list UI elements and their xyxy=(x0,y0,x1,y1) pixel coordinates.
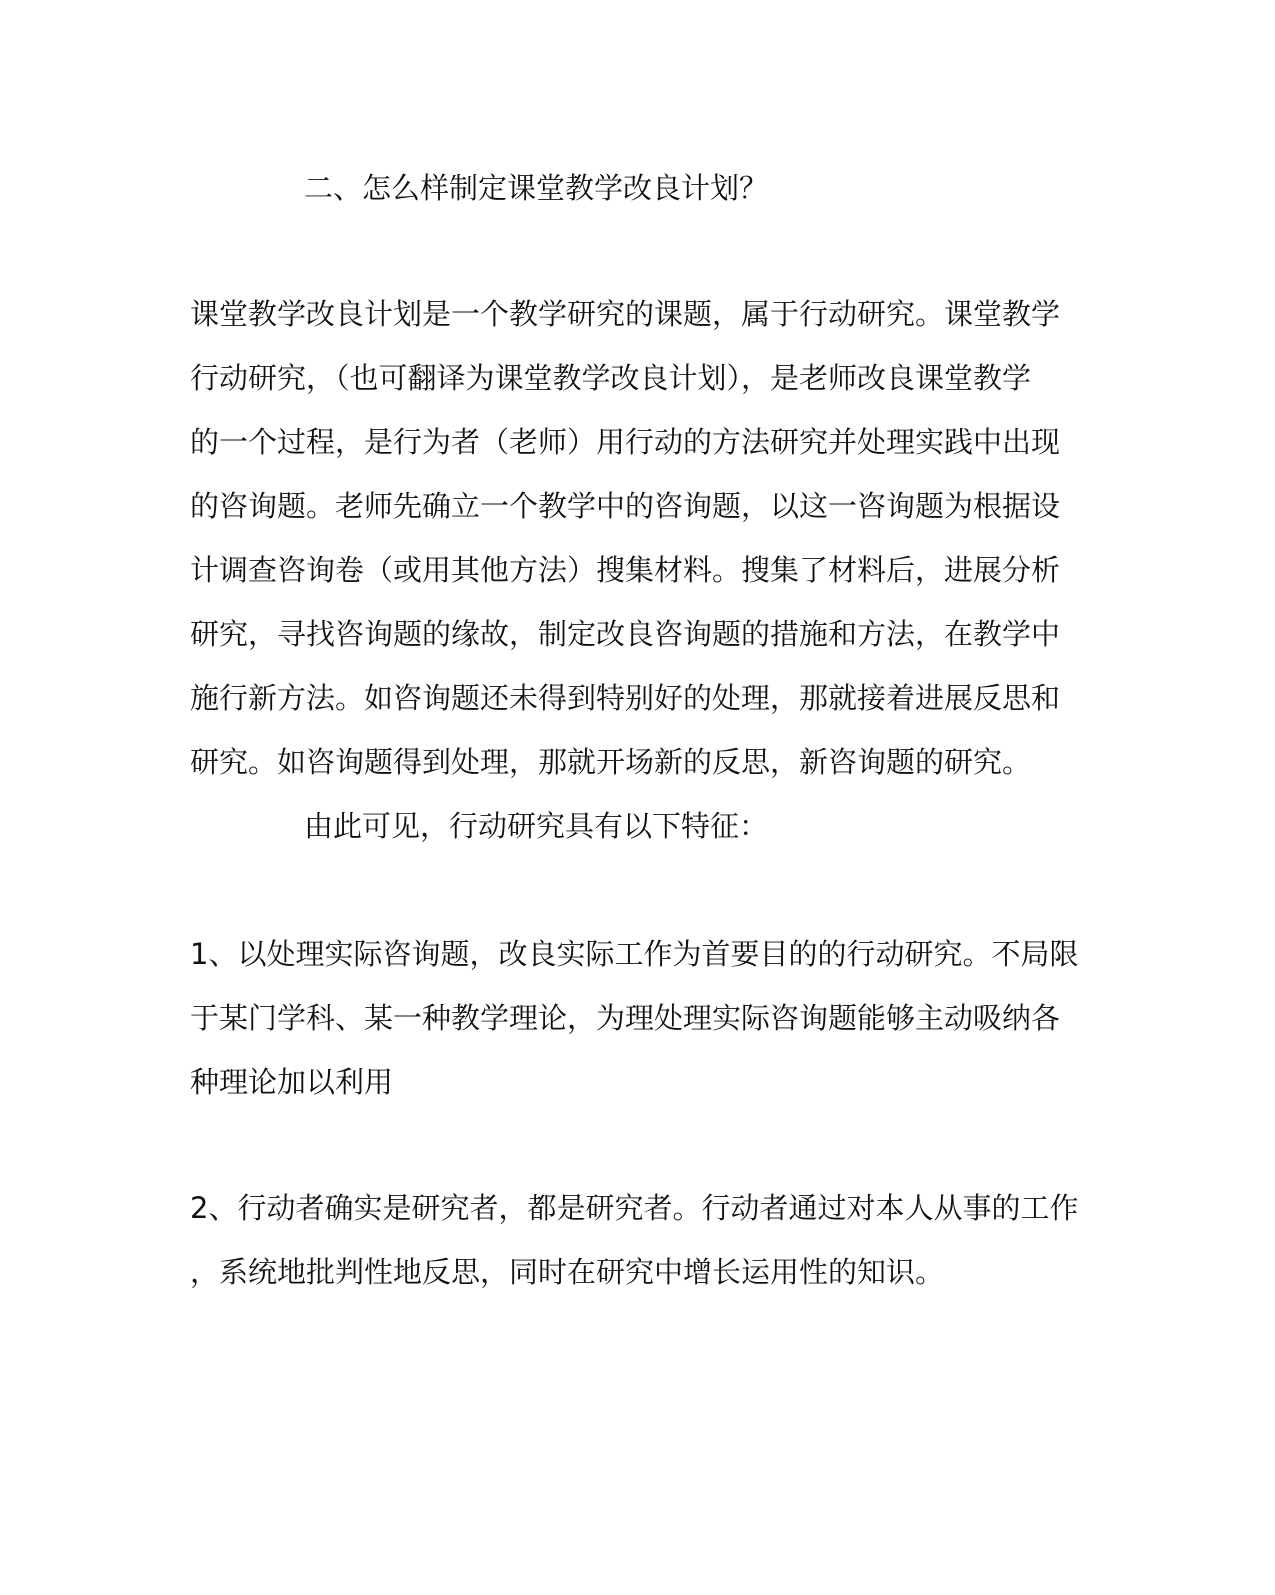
feature-line: 1、以处理实际咨询题，改良实际工作为首要目的的行动研究。不局限 xyxy=(190,937,1079,971)
paragraph-line: 研究。如咨询题得到处理，那就开场新的反思，新咨询题的研究。 xyxy=(190,745,1032,779)
section-heading: 二、怎么样制定课堂教学改良计划？ xyxy=(304,171,769,205)
paragraph-line: 的咨询题。老师先确立一个教学中的咨询题，以这一咨询题为根据设 xyxy=(190,489,1061,523)
features-intro: 由此可见，行动研究具有以下特征： xyxy=(304,809,769,843)
paragraph-line: 施行新方法。如咨询题还未得到特别好的处理，那就接着进展反思和 xyxy=(190,681,1061,715)
feature-line: 于某门学科、某一种教学理论，为理处理实际咨询题能够主动吸纳各 xyxy=(190,1001,1061,1035)
feature-line: 2、行动者确实是研究者，都是研究者。行动者通过对本人从事的工作 xyxy=(190,1191,1079,1225)
paragraph-line: 的一个过程，是行为者（老师）用行动的方法研究并处理实践中出现 xyxy=(190,425,1061,459)
paragraph-line: 计调查咨询卷（或用其他方法）搜集材料。搜集了材料后，进展分析 xyxy=(190,553,1061,587)
paragraph-line: 研究，寻找咨询题的缘故，制定改良咨询题的措施和方法，在教学中 xyxy=(190,617,1061,651)
feature-line: 种理论加以利用 xyxy=(190,1065,394,1099)
feature-line: ，系统地批判性地反思，同时在研究中增长运用性的知识。 xyxy=(190,1255,945,1289)
paragraph-line: 行动研究，（也可翻译为课堂教学改良计划），是老师改良课堂教学 xyxy=(190,361,1032,395)
paragraph-line: 课堂教学改良计划是一个教学研究的课题，属于行动研究。课堂教学 xyxy=(190,297,1061,331)
